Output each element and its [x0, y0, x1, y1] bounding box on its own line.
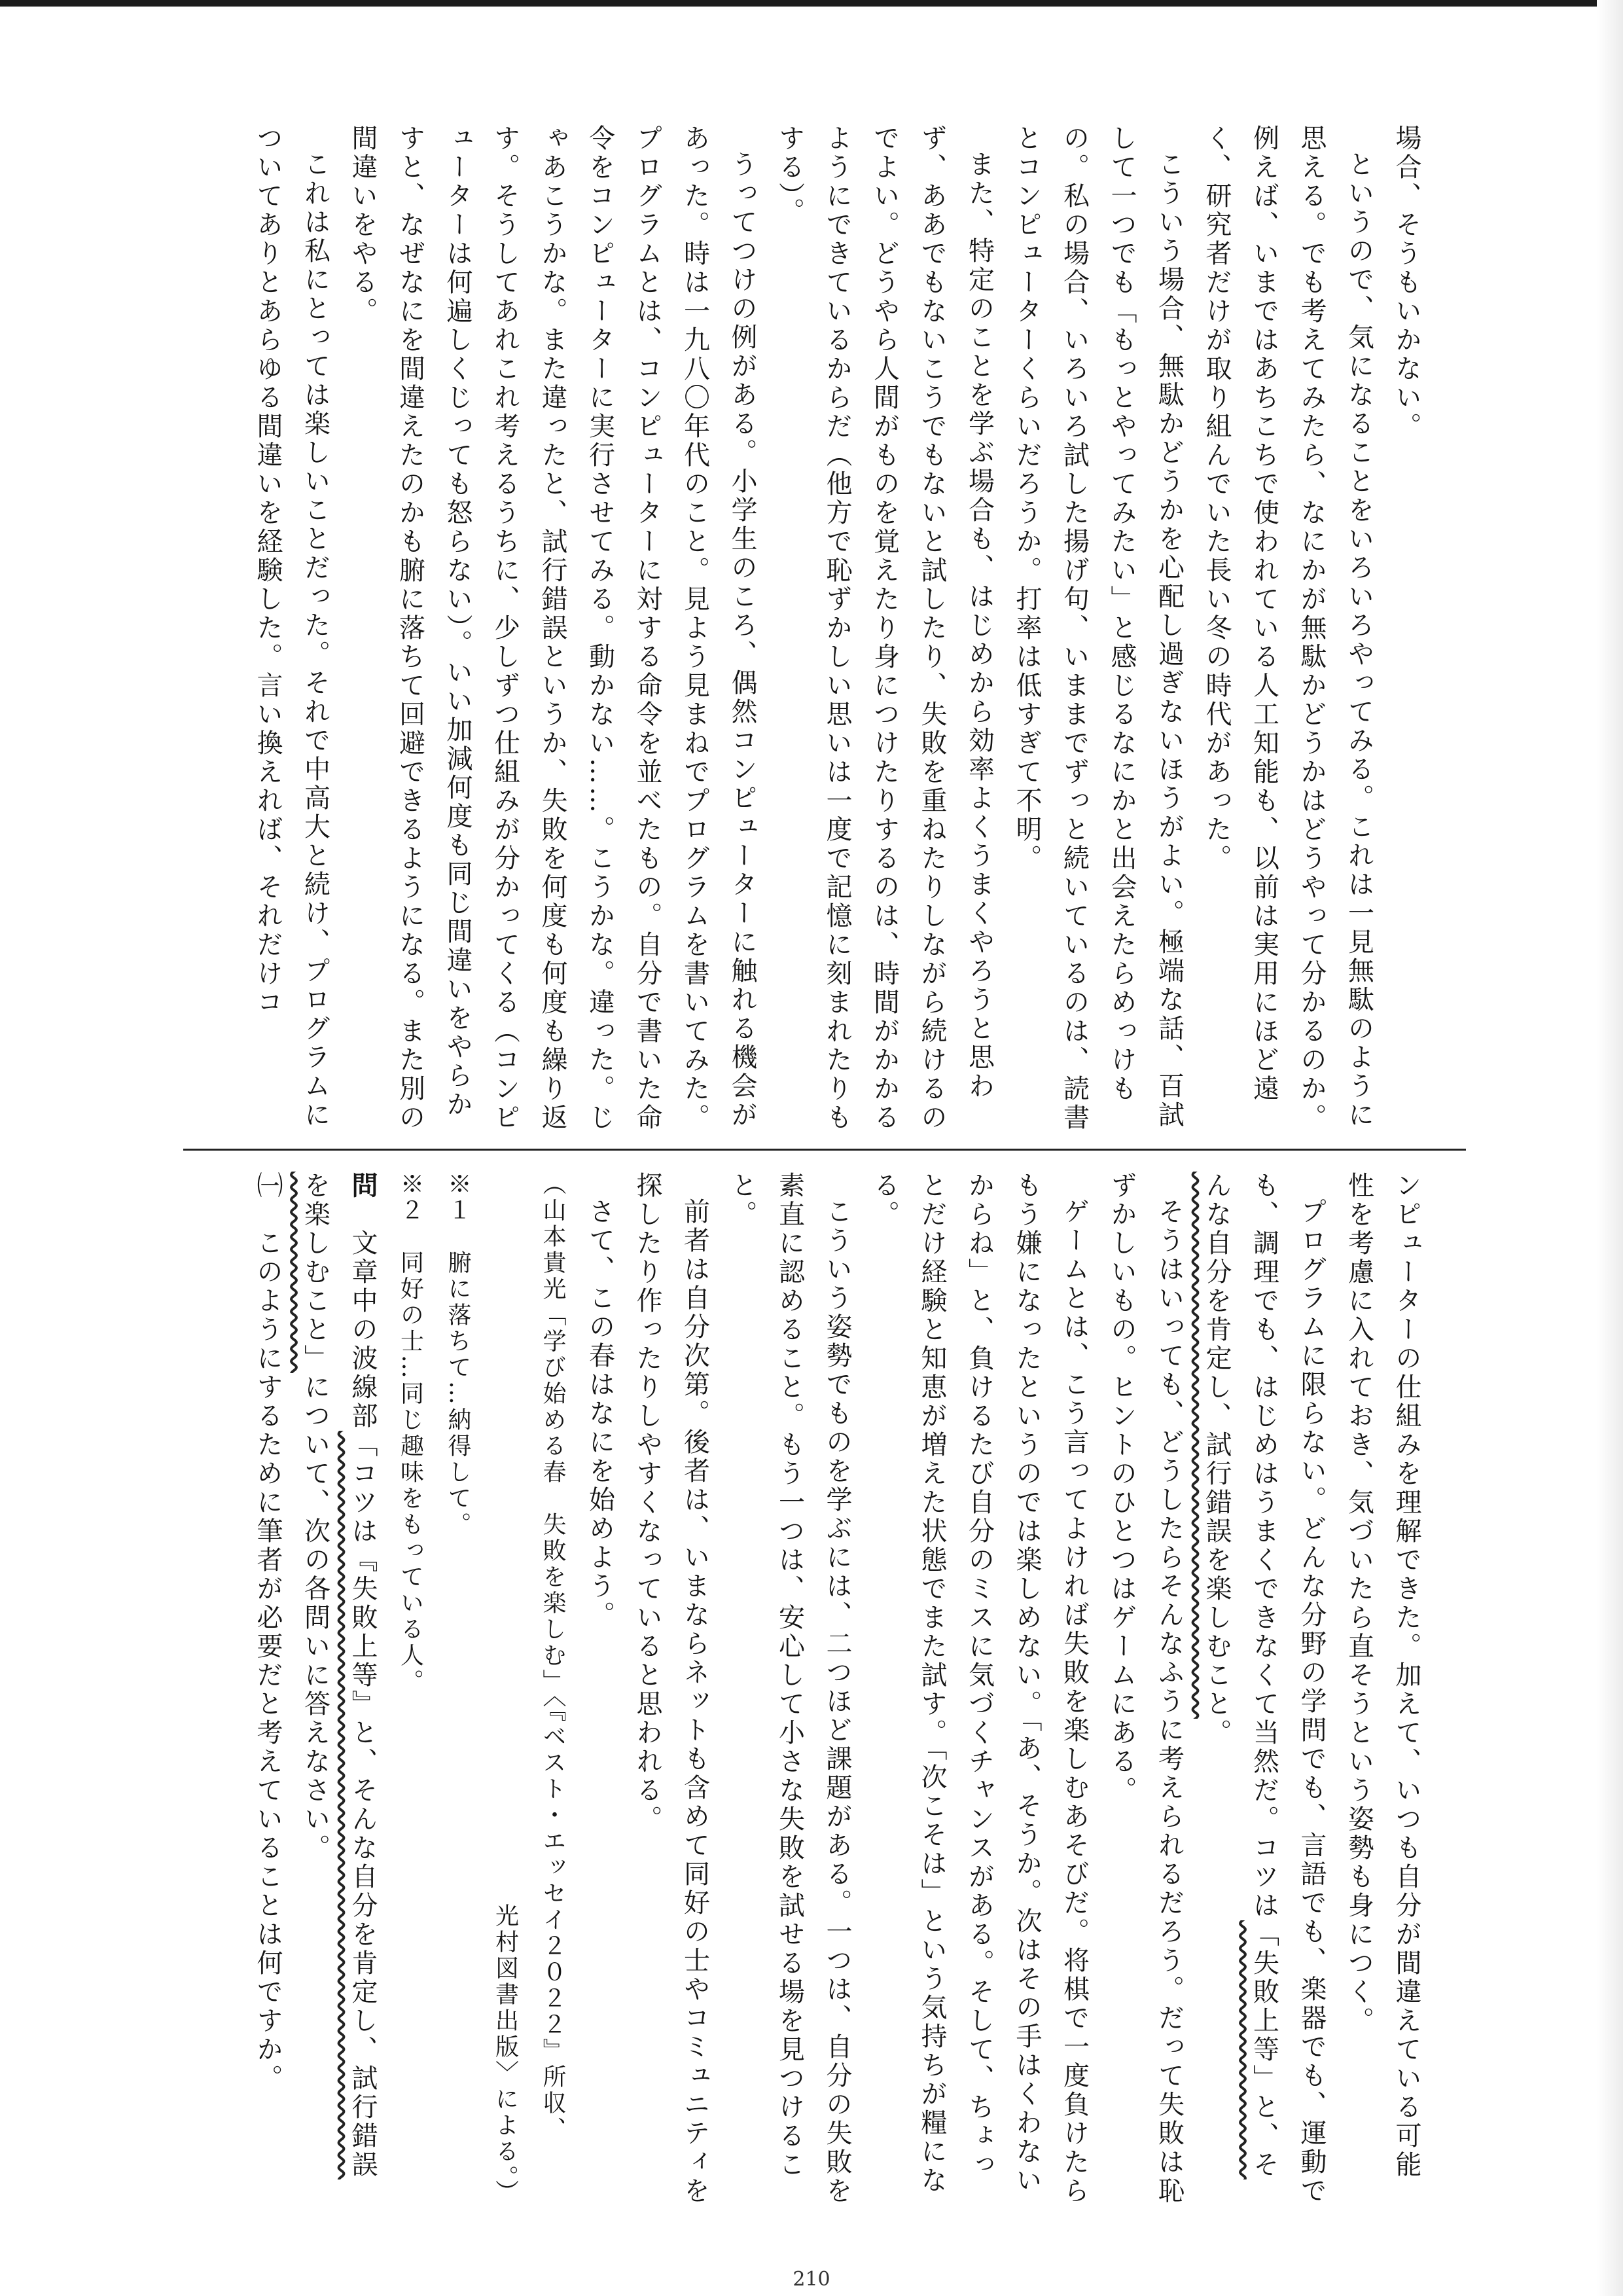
question-after: について、次の各問いに答えなさい。: [300, 1373, 330, 1863]
lower-paragraph-5: こういう姿勢でものを学ぶには、二つほど課題がある。一つは、自分の失敗を素直に認めること。もう一つは、安心して小さな失敗を試せる場を見つけること。: [727, 1172, 852, 2206]
sub-question-1: ㈠ このようにするために筆者が必要だと考えていることは何ですか。: [253, 1172, 283, 2093]
lower-paragraph-2: [1193, 1172, 1336, 2206]
wavy-underlined-phrase: 「失敗上等」と、そんな自分を肯定し、試行錯誤を楽しむこと: [1202, 1172, 1279, 2179]
lower-paragraph-4: ゲームとは、こう言ってよければ失敗を楽しむあそびだ。将棋で一度負けたらもう嫌になったというのでは楽しめない。「あ、そうか。次はその手はくわないからね」と、負けるたび自分のミスに気づくチャンスがある。そして、ちょっとだけ経験と知恵が増えた状態でまた試す。「次こそは」という気持ちが糧になる。: [869, 1172, 1090, 2206]
upper-paragraph-3: こういう場合、無駄かどうかを心配し過ぎないほうがよい。極端な話、百試して一つでも「もっとやってみたい」と感じるなにかと出会えたらめっけもの。私の場合、いろいろ試した揚げ句、いままでずっと続いているのは、読書とコンピューターくらいだろうか。打率は低すぎて不明。: [1012, 124, 1185, 1132]
lower-paragraph-3: そうはいっても、どうしたらそんなふうに考えられるだろう。だって失敗は恥ずかしいもの。ヒントのひとつはゲームにある。: [1107, 1172, 1185, 2206]
upper-paragraph-5: うってつけの例がある。小学生のころ、偶然コンピューターに触れる機会があった。時は一九八〇年代のこと。見よう見まねでプログラムを書いてみた。プログラムとは、コンピューターに対する命令を並べたもの。自分で書いた命令をコンピューターに実行させてみる。動かない……。こうかな。違った。じゃあこうかな。また違ったと、試行錯誤というか、失敗を何度も何度も繰り返す。そうしてあれこれ考えるうちに、少しずつ仕組みが分かってくる（コンピューターは何遍しくじっても怒らない）。いい加減何度も同じ間違いをやらかすと、なぜなにを間違えたのかも腑に落ちて回避できるようになる。また別の間違いをやる。: [348, 124, 757, 1132]
source-citation: （山本貴光「学び始める春 失敗を楽しむ」〈『ベスト・エッセイ２０２２』所収、: [539, 1172, 566, 2143]
upper-paragraph-6: これは私にとっては楽しいことだった。それで中高大と続け、プログラムについてありとあらゆる間違いを経験した。言い換えれば、それだけコ: [253, 124, 330, 1130]
question-quoted-phrase: 「コツは『失敗上等』と、そんな自分を肯定し、試行錯誤を楽しむこと」: [300, 1172, 378, 2179]
footnote-1: ※１ 腑に落ちて…納得して。: [444, 1172, 471, 1538]
essay-upper-text: [244, 124, 1431, 1139]
essay-lower-section: [193, 1172, 1430, 2206]
essay-upper-section: [193, 124, 1430, 1139]
publisher-credit: 光村図書出版〉による。）: [491, 1903, 519, 2206]
upper-paragraph-1: 場合、そうもいかない。: [1391, 124, 1421, 441]
question-label: 問: [348, 1172, 378, 1200]
section-divider: [183, 1149, 1466, 1151]
lower-paragraph-2-text: プログラムに限らない。どんな分野の学問でも、言語でも、楽器でも、運動でも、調理でも、はじめはうまくできなくて当然だ。コツは: [1249, 1172, 1327, 2206]
essay-lower-text: [244, 1172, 1431, 2206]
upper-paragraph-2: というので、気になることをいろいろやってみる。これは一見無駄のように思える。でも考えてみたら、なにかが無駄かどうかはどうやって分かるのか。例えば、いまではあちこちで使われている人工知能も、以前は実用にほど遠く、研究者だけが取り組んでいた長い冬の時代があった。: [1202, 124, 1374, 1132]
upper-paragraph-4: また、特定のことを学ぶ場合も、はじめから効率よくうまくやろうと思わず、ああでもないこうでもないと試したり、失敗を重ねたりしながら続けるのでよい。どうやら人間がものを覚えたり身につけたりするのは、時間がかかるようにできているからだ（他方で恥ずかしい思いは一度で記憶に刻まれたりもする）。: [774, 124, 995, 1132]
lower-paragraph-2-end: 。: [1202, 1719, 1232, 1748]
lower-paragraph-6: 前者は自分次第。後者は、いまならネットも含めて同好の士やコミュニティを探したり作ったりしやすくなっていると思われる。: [632, 1172, 710, 2206]
scan-right-edge: [1597, 0, 1623, 2296]
lower-paragraph-1: ンピューターの仕組みを理解できた。加えて、いつも自分が間違えている可能性を考慮に入れておき、気づいたら直そうという姿勢も身につく。: [1344, 1172, 1421, 2179]
page-number: 210: [793, 2268, 830, 2291]
footnote-2: ※２ 同好の士…同じ趣味をもっている人。: [397, 1172, 424, 1695]
lower-paragraph-7: さて、この春はなにを始めよう。: [584, 1198, 615, 1630]
question-stem: [291, 1172, 386, 2206]
question-before: 文章中の波線部: [348, 1229, 378, 1431]
scan-top-shadow: [0, 0, 1623, 7]
